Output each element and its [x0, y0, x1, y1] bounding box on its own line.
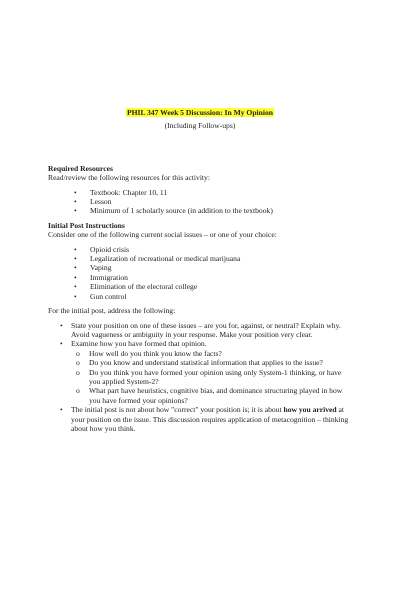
step-text: Examine how you have formed that opinion.: [71, 339, 207, 349]
address-intro: For the initial post, address the following:: [48, 306, 176, 316]
resources-list: [48, 188, 352, 216]
resource-item: • Lesson: [48, 197, 352, 206]
issues-list: [48, 245, 352, 301]
sub-item: o Do you know and understand statistical information that applies to the issue?: [71, 358, 352, 367]
step-item: [48, 321, 352, 340]
resources-intro: Read/review the following resources for this activity:: [48, 173, 210, 183]
sub-item: o How well do you think you know the facts?: [71, 349, 352, 358]
steps-list: [48, 321, 352, 434]
resource-item: • Minimum of 1 scholarly source (in addition to the textbook): [48, 206, 352, 215]
sub-item: o Do you think you have formed your opinion using only System-1 thinking, or have you applied System-2?: [71, 368, 352, 387]
step-text-after: at your position on the issue. This discussion requires application of metacognition – thinking about how you think.: [71, 405, 349, 433]
document-title: PHIL 347 Week 5 Discussion: In My Opinion: [126, 108, 274, 117]
resource-item: • Textbook: Chapter 10, 11: [48, 188, 352, 197]
issue-item: • Opioid crisis: [48, 245, 352, 254]
step-text: State your position on one of these issues – are you for, against, or neutral? Explain why. Avoid vagueness or ambiguity in your response. Make your position very clear.: [71, 320, 341, 339]
resources-heading: Required Resources: [48, 163, 113, 173]
step-item: [48, 405, 352, 433]
instructions-intro: Consider one of the following current social issues – or one of your choice:: [48, 230, 277, 240]
issue-item: • Vaping: [48, 263, 352, 272]
document-subtitle: (Including Follow-ups): [164, 121, 236, 131]
instructions-heading: Initial Post Instructions: [48, 220, 125, 230]
issue-item: • Elimination of the electoral college: [48, 282, 352, 291]
step-text-before: The initial post is not about how "correct" your position is; it is about: [71, 405, 284, 415]
issue-item: • Immigration: [48, 273, 352, 282]
sub-item: o What part have heuristics, cognitive bias, and dominance structuring played in how you have formed your opinions?: [71, 386, 352, 405]
title-wrap: [48, 108, 352, 117]
issue-item: • Legalization of recreational or medical marijuana: [48, 254, 352, 263]
step-item: [48, 339, 352, 405]
step-sublist: [71, 349, 352, 405]
step-emphasis: how you arrived: [283, 405, 337, 415]
issue-item: • Gun control: [48, 292, 352, 301]
